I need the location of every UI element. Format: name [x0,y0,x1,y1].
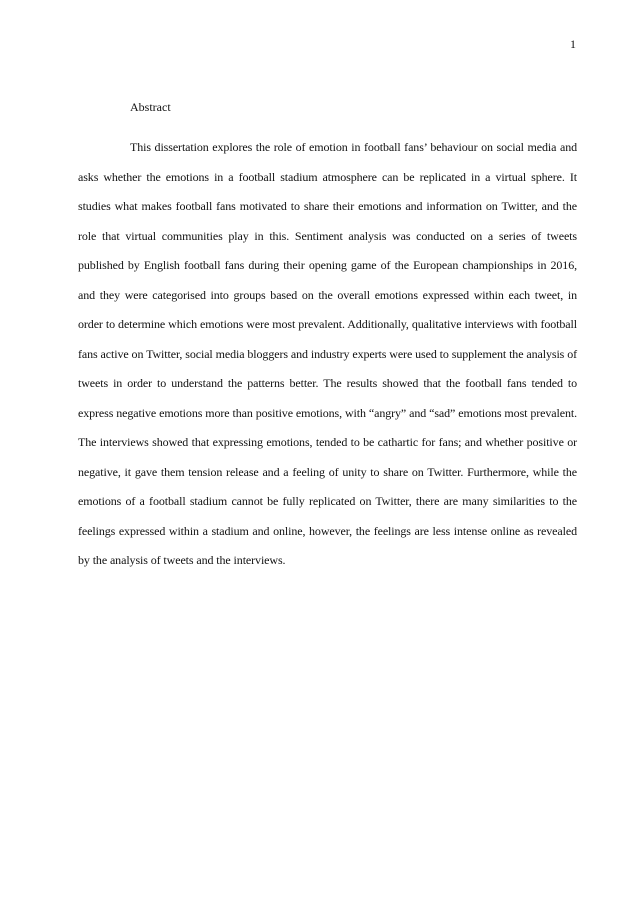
page-number: 1 [570,37,576,51]
abstract-paragraph: This dissertation explores the role of emotion in football fans’ behaviour on social media and asks whether the emotions in a football stadium atmosphere can be replicated in a virtual sphere. It studies what makes football fans motivated to share their emotions and information on Twitter, and the role that virtual communities play in this. Sentiment analysis was conducted on a series of tweets published by English football fans during their opening game of the European championships in 2016, and they were categorised into groups based on the overall emotions expressed within each tweet, in order to determine which emotions were most prevalent. Additionally, qualitative interviews with football fans active on Twitter, social media bloggers and industry experts were used to supplement the analysis of tweets in order to understand the patterns better. The results showed that the football fans tended to express negative emotions more than positive emotions, with “angry” and “sad” emotions most prevalent. The interviews showed that expressing emotions, tended to be cathartic for fans; and whether positive or negative, it gave them tension release and a feeling of unity to share on Twitter. Furthermore, while the emotions of a football stadium cannot be fully replicated on Twitter, there are many similarities to the feelings expressed within a stadium and online, however, the feelings are less intense online as revealed by the analysis of tweets and the interviews. [78,140,577,567]
abstract-heading: Abstract [130,100,171,114]
